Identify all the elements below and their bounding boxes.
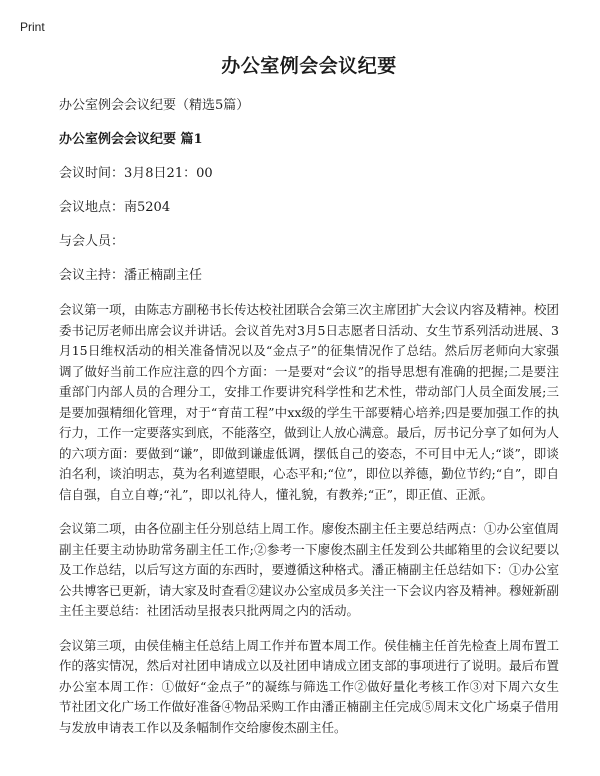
meeting-time: 会议时间：3月8日21：00 <box>59 166 213 181</box>
paragraph-item-1: 会议第一项，由陈志方副秘书长传达校社团联合会第三次主席团扩大会议内容及精神。校团委书记厉老师出席会议并讲话。会议首先对3月5日志愿者日活动、女生节系列活动进展、3月15日维权活动的相关准备情况以及“金点子”的征集情况作了总结。然后厉老师向大家强调了做好当前工作应注意的四个方面：一是要对“会议”的指导思想有准确的把握;二是要注重部门内部人员的合理分工，安排工作要讲究科学性和艺术性，带动部门人员全面发展;三是要加强精细化管理，对于“育苗工程”中xx级的学生干部要精心培养;四是要加强工作的执行力，工作一定要落实到底，不能落空，做到让人放心满意。最后，厉书记分享了如何为人的六项方面：要做到“谦”，即做到谦虚低调，摆低自己的姿态，不可目中无人;“谈”，即谈泊名利，谈泊明志，莫为名利遮望眼，心态平和;“位”，即位以养德，勤位节约;“自”，即自信自强，自立自尊;“礼”，即以礼待人，懂礼貌，有教养;“正”，即正值、正派。 <box>59 302 560 502</box>
meeting-host: 会议主持：潘正楠副主任 <box>59 268 203 283</box>
paragraph-item-2: 会议第二项，由各位副主任分别总结上周工作。廖俊杰副主任主要总结两点：①办公室值周副主任要主动协助常务副主任工作;②参考一下廖俊杰副主任发到公共邮箱里的会议纪要以及工作总结，以后写这方面的东西时，要遵循这种格式。潘正楠副主任总结如下：①办公室公共博客已更新，请大家及时查看②建议办公室成员多关注一下会议内容及精神。穆娅新副主任主要总结：社团活动呈报表只批两周之内的活动。 <box>59 521 560 618</box>
print-link[interactable]: Print <box>20 20 45 34</box>
meeting-attendees: 与会人员： <box>59 234 125 249</box>
document-subtitle: 办公室例会会议纪要（精选5篇） <box>59 98 250 113</box>
section-heading: 办公室例会会议纪要 篇1 <box>59 132 203 147</box>
paragraph-item-3: 会议第三项，由侯佳楠主任总结上周工作并布置本周工作。侯佳楠主任首先检查上周布置工作的落实情况，然后对社团申请成立以及社团申请成立团支部的事项进行了说明。最后布置办公室本周工作：①做好“金点子”的凝练与筛选工作②做好量化考核工作③对下周六女生节社团文化广场工作做好准备④物品采购工作由潘正楠副主任完成⑤周末文化广场桌子借用与发放申请表工作以及条幅制作交给廖俊杰副主任。 <box>59 637 560 735</box>
meeting-place: 会议地点：南5204 <box>59 200 171 215</box>
document-page <box>59 48 559 738</box>
page-title: 办公室例会会议纪要 <box>221 55 397 77</box>
